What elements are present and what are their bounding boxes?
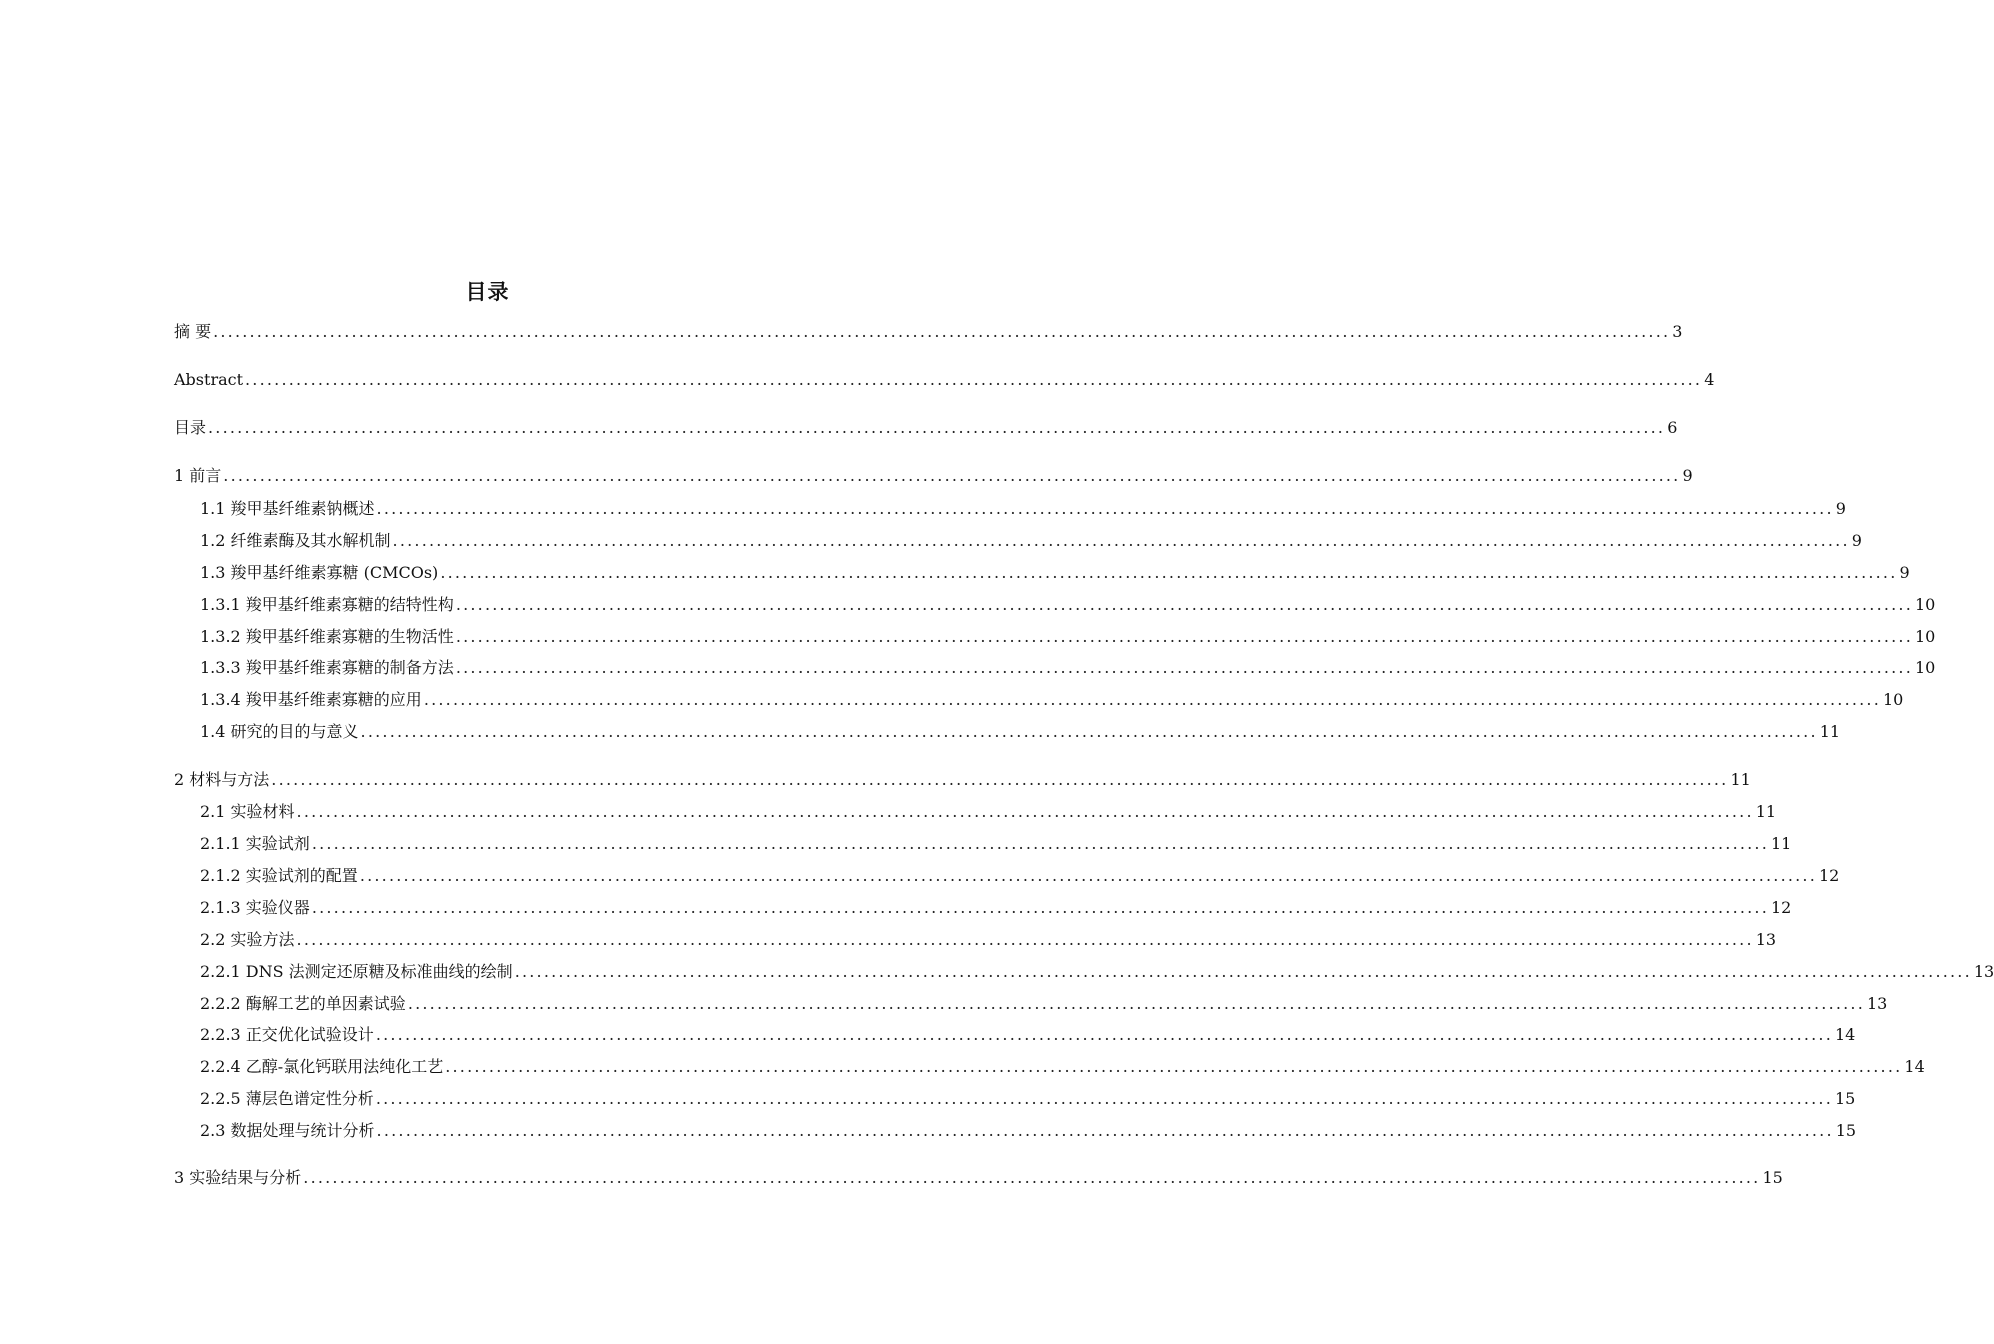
- toc-entry-page-number: 4: [1704, 370, 1715, 389]
- toc-entry-title: Abstract: [174, 370, 244, 389]
- toc-entry-title: 1 前言: [174, 466, 222, 485]
- toc-dot-leader: ........................................................................................................................................................................................................: [375, 1089, 1833, 1108]
- toc-entry-page-number: 12: [1771, 898, 1792, 917]
- toc-entry-page-number: 13: [1755, 930, 1777, 949]
- toc-entry[interactable]: [200, 1053, 1925, 1077]
- toc-entry-title: 1.3.3 羧甲基纤维素寡糖的制备方法: [200, 658, 454, 677]
- toc-dot-leader: ........................................................................................................................................................................................................: [303, 1168, 1761, 1187]
- toc-entry-title: 1.3.2 羧甲基纤维素寡糖的生物活性: [200, 627, 454, 646]
- toc-entry-title: 2.2.2 酶解工艺的单因素试验: [200, 994, 406, 1013]
- toc-entry-page-number: 3: [1672, 322, 1683, 341]
- toc-entry-title: 2.2 实验方法: [200, 930, 295, 949]
- toc-dot-leader: ........................................................................................................................................................................................................: [376, 1121, 1834, 1140]
- toc-dot-leader: ........................................................................................................................................................................................................: [455, 595, 1913, 614]
- toc-dot-leader: ........................................................................................................................................................................................................: [423, 690, 1881, 709]
- toc-entry-title: 1.1 羧甲基纤维素钠概述: [200, 499, 375, 518]
- toc-entry[interactable]: [200, 862, 1840, 886]
- toc-entry-page-number: 15: [1835, 1121, 1857, 1140]
- toc-entry-page-number: 13: [1867, 994, 1888, 1013]
- toc-entry-title: 1.3 羧甲基纤维素寡糖 (CMCOs): [200, 563, 439, 582]
- toc-entry-title: 目录: [174, 418, 207, 437]
- toc-entry-title: 2.1.2 实验试剂的配置: [200, 866, 358, 885]
- toc-entry-title: 2.2.1 DNS 法测定还原糖及标准曲线的绘制: [200, 962, 513, 981]
- toc-dot-leader: ........................................................................................................................................................................................................: [360, 722, 1818, 741]
- toc-dot-leader: ........................................................................................................................................................................................................: [392, 531, 1850, 550]
- toc-dot-leader: ........................................................................................................................................................................................................: [245, 370, 1703, 389]
- toc-entry[interactable]: [174, 318, 1683, 342]
- toc-dot-leader: ........................................................................................................................................................................................................: [296, 802, 1754, 821]
- toc-dot-leader: ........................................................................................................................................................................................................: [311, 834, 1769, 853]
- toc-entry[interactable]: [200, 623, 1936, 647]
- toc-dot-leader: ........................................................................................................................................................................................................: [440, 563, 1898, 582]
- toc-entry-title: 2.2.5 薄层色谱定性分析: [200, 1089, 374, 1108]
- toc-entry[interactable]: [200, 654, 1936, 678]
- toc-entry-page-number: 10: [1915, 627, 1936, 646]
- toc-dot-leader: ........................................................................................................................................................................................................: [514, 962, 1972, 981]
- toc-entry-page-number: 15: [1835, 1089, 1856, 1108]
- toc-entry-title: 2.1.3 实验仪器: [200, 898, 310, 917]
- toc-entry-page-number: 10: [1915, 658, 1936, 677]
- toc-entry-title: 1.4 研究的目的与意义: [200, 722, 359, 741]
- toc-entry[interactable]: [200, 830, 1792, 854]
- toc-entry[interactable]: [200, 894, 1792, 918]
- toc-dot-leader: ........................................................................................................................................................................................................: [223, 466, 1681, 485]
- toc-dot-leader: ........................................................................................................................................................................................................: [455, 658, 1913, 677]
- toc-entry-page-number: 14: [1835, 1025, 1856, 1044]
- toc-entry-title: 摘 要: [174, 322, 212, 341]
- toc-entry[interactable]: [200, 958, 1994, 982]
- toc-entry-title: 2.2.3 正交优化试验设计: [200, 1025, 374, 1044]
- toc-dot-leader: ........................................................................................................................................................................................................: [311, 898, 1769, 917]
- toc-entry-page-number: 11: [1771, 834, 1792, 853]
- toc-entry-page-number: 12: [1819, 866, 1840, 885]
- toc-dot-leader: ........................................................................................................................................................................................................: [375, 1025, 1833, 1044]
- toc-entry-page-number: 11: [1819, 722, 1841, 741]
- toc-entry-page-number: 9: [1851, 531, 1862, 550]
- toc-dot-leader: ........................................................................................................................................................................................................: [376, 499, 1834, 518]
- toc-entry[interactable]: [200, 1085, 1856, 1109]
- toc-entry-title: 2.1 实验材料: [200, 802, 295, 821]
- toc-entry[interactable]: [174, 366, 1715, 390]
- toc-dot-leader: ........................................................................................................................................................................................................: [407, 994, 1865, 1013]
- toc-entry-title: 1.3.4 羧甲基纤维素寡糖的应用: [200, 690, 422, 709]
- toc-entry[interactable]: [200, 495, 1846, 519]
- toc-entry-page-number: 15: [1762, 1168, 1783, 1187]
- toc-dot-leader: ........................................................................................................................................................................................................: [445, 1057, 1903, 1076]
- toc-entry-page-number: 13: [1973, 962, 1994, 981]
- toc-entry-page-number: 11: [1730, 770, 1751, 789]
- toc-entry-title: 2.1.1 实验试剂: [200, 834, 310, 853]
- toc-entry[interactable]: [174, 462, 1693, 486]
- toc-entry[interactable]: [200, 591, 1936, 615]
- toc-entry[interactable]: [200, 527, 1862, 551]
- toc-entry-title: 2.2.4 乙醇-氯化钙联用法纯化工艺: [200, 1057, 444, 1076]
- toc-entry[interactable]: [200, 1021, 1856, 1045]
- toc-dot-leader: ........................................................................................................................................................................................................: [359, 866, 1817, 885]
- toc-entry-page-number: 10: [1915, 595, 1936, 614]
- toc-dot-leader: ........................................................................................................................................................................................................: [296, 930, 1754, 949]
- toc-entry-page-number: 9: [1899, 563, 1910, 582]
- toc-entry[interactable]: [200, 718, 1841, 742]
- toc-entry[interactable]: [174, 1164, 1783, 1188]
- toc-entry[interactable]: [200, 990, 1888, 1014]
- toc-entry-title: 1.2 纤维素酶及其水解机制: [200, 531, 391, 550]
- toc-entry[interactable]: [200, 1117, 1857, 1141]
- toc-entry-page-number: 14: [1904, 1057, 1925, 1076]
- toc-entry[interactable]: [200, 926, 1777, 950]
- toc-entry[interactable]: [174, 414, 1678, 438]
- toc-entry-title: 3 实验结果与分析: [174, 1168, 302, 1187]
- toc-dot-leader: ........................................................................................................................................................................................................: [455, 627, 1913, 646]
- toc-entry-page-number: 9: [1682, 466, 1693, 485]
- toc-entry-title: 1.3.1 羧甲基纤维素寡糖的结特性构: [200, 595, 454, 614]
- toc-entry-page-number: 6: [1667, 418, 1678, 437]
- toc-entry-title: 2 材料与方法: [174, 770, 270, 789]
- toc-dot-leader: ........................................................................................................................................................................................................: [208, 418, 1666, 437]
- page-title: 目录: [465, 280, 510, 304]
- toc-entry-page-number: 11: [1755, 802, 1777, 821]
- toc-entry-title: 2.3 数据处理与统计分析: [200, 1121, 375, 1140]
- toc-entry[interactable]: [200, 798, 1777, 822]
- toc-entry[interactable]: [200, 686, 1904, 710]
- toc-dot-leader: ........................................................................................................................................................................................................: [271, 770, 1729, 789]
- toc-entry[interactable]: [174, 766, 1751, 790]
- toc-dot-leader: ........................................................................................................................................................................................................: [213, 322, 1671, 341]
- toc-entry-page-number: 10: [1883, 690, 1904, 709]
- toc-entry[interactable]: [200, 559, 1910, 583]
- toc-entry-page-number: 9: [1835, 499, 1846, 518]
